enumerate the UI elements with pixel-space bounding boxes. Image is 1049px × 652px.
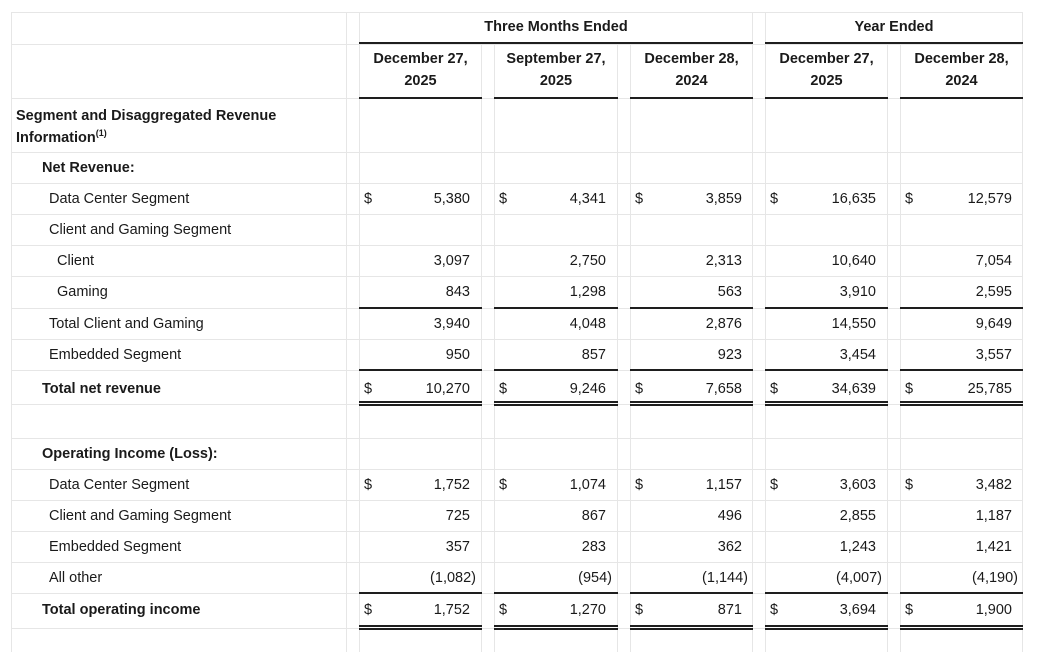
grid-line bbox=[11, 183, 1023, 184]
currency-symbol: $ bbox=[770, 381, 779, 397]
total-top-rule bbox=[359, 592, 482, 594]
row-label-net-revenue-heading: Net Revenue: bbox=[42, 160, 135, 176]
total-double-underline bbox=[765, 401, 888, 406]
total-top-rule bbox=[494, 369, 618, 371]
grid-line bbox=[765, 12, 766, 652]
cell-total-net-revenue-col1: 10,270 bbox=[425, 381, 470, 397]
currency-symbol: $ bbox=[499, 477, 508, 493]
grid-line bbox=[900, 44, 901, 652]
cell-embedded-oi-col5: 1,421 bbox=[975, 539, 1012, 555]
cell-all-other-oi-col2: (954) bbox=[578, 570, 612, 586]
currency-symbol: $ bbox=[364, 381, 373, 397]
cell-all-other-oi-col4: (4,007) bbox=[836, 570, 882, 586]
grid-line bbox=[752, 12, 753, 652]
cell-data-center-oi-col1: 1,752 bbox=[433, 477, 470, 493]
grid-line bbox=[11, 245, 1023, 246]
row-label-client-gaming-oi: Client and Gaming Segment bbox=[49, 508, 232, 524]
total-top-rule bbox=[630, 592, 753, 594]
cell-total-operating-income-col3: 871 bbox=[717, 602, 742, 618]
grid-line bbox=[346, 12, 347, 652]
grid-line bbox=[11, 44, 1023, 45]
cell-all-other-oi-col3: (1,144) bbox=[702, 570, 748, 586]
column-header-underline bbox=[494, 97, 618, 99]
cell-client-revenue-col1: 3,097 bbox=[433, 253, 470, 269]
cell-total-client-gaming-col4: 14,550 bbox=[831, 316, 876, 332]
footnote-marker: (1) bbox=[95, 128, 107, 139]
cell-total-client-gaming-col2: 4,048 bbox=[569, 316, 606, 332]
currency-symbol: $ bbox=[905, 381, 914, 397]
total-top-rule bbox=[900, 592, 1023, 594]
currency-symbol: $ bbox=[635, 477, 644, 493]
header-underline bbox=[359, 42, 753, 44]
total-double-underline bbox=[494, 625, 618, 630]
row-label-gaming-revenue: Gaming bbox=[57, 284, 108, 300]
grid-line bbox=[481, 44, 482, 652]
column-header-underline bbox=[359, 97, 482, 99]
subtotal-underline bbox=[900, 307, 1023, 309]
cell-client-gaming-oi-col4: 2,855 bbox=[839, 508, 876, 524]
grid-line bbox=[11, 214, 1023, 215]
cell-total-operating-income-col4: 3,694 bbox=[839, 602, 876, 618]
header-year-ended: Year Ended bbox=[854, 19, 934, 35]
subtotal-underline bbox=[359, 307, 482, 309]
header-three-months-ended: Three Months Ended bbox=[484, 19, 628, 35]
total-double-underline bbox=[900, 401, 1023, 406]
column-header-underline bbox=[630, 97, 753, 99]
column-header-q4-2024: December 28, 2024 bbox=[644, 51, 739, 89]
header-underline bbox=[765, 42, 1023, 44]
column-header-underline bbox=[765, 97, 888, 99]
cell-embedded-revenue-col4: 3,454 bbox=[839, 347, 876, 363]
cell-all-other-oi-col5: (4,190) bbox=[972, 570, 1018, 586]
cell-total-operating-income-col1: 1,752 bbox=[433, 602, 470, 618]
cell-client-gaming-oi-col1: 725 bbox=[445, 508, 470, 524]
cell-gaming-revenue-col3: 563 bbox=[717, 284, 742, 300]
cell-data-center-oi-col5: 3,482 bbox=[975, 477, 1012, 493]
cell-client-revenue-col3: 2,313 bbox=[705, 253, 742, 269]
total-double-underline bbox=[494, 401, 618, 406]
total-double-underline bbox=[765, 625, 888, 630]
cell-total-client-gaming-col5: 9,649 bbox=[975, 316, 1012, 332]
currency-symbol: $ bbox=[635, 381, 644, 397]
cell-total-operating-income-col2: 1,270 bbox=[569, 602, 606, 618]
currency-symbol: $ bbox=[635, 602, 644, 618]
column-header-q4-2025: December 27, 2025 bbox=[373, 51, 468, 89]
total-top-rule bbox=[900, 369, 1023, 371]
cell-data-center-revenue-col1: 5,380 bbox=[433, 191, 470, 207]
cell-data-center-revenue-col2: 4,341 bbox=[569, 191, 606, 207]
grid-line bbox=[11, 469, 1023, 470]
total-top-rule bbox=[359, 369, 482, 371]
total-top-rule bbox=[630, 369, 753, 371]
column-header-fy-2024: December 28, 2024 bbox=[914, 51, 1009, 89]
grid-line bbox=[11, 276, 1023, 277]
cell-data-center-oi-col4: 3,603 bbox=[839, 477, 876, 493]
cell-embedded-oi-col1: 357 bbox=[445, 539, 470, 555]
cell-client-gaming-oi-col3: 496 bbox=[717, 508, 742, 524]
currency-symbol: $ bbox=[499, 191, 508, 207]
cell-embedded-oi-col3: 362 bbox=[717, 539, 742, 555]
grid-line bbox=[11, 12, 1023, 13]
currency-symbol: $ bbox=[499, 602, 508, 618]
grid-line bbox=[617, 44, 618, 652]
total-double-underline bbox=[900, 625, 1023, 630]
cell-embedded-revenue-col3: 923 bbox=[717, 347, 742, 363]
row-label-client-gaming-heading: Client and Gaming Segment bbox=[49, 222, 232, 238]
cell-data-center-oi-col3: 1,157 bbox=[705, 477, 742, 493]
currency-symbol: $ bbox=[905, 602, 914, 618]
cell-data-center-revenue-col3: 3,859 bbox=[705, 191, 742, 207]
row-label-data-center-oi: Data Center Segment bbox=[49, 477, 190, 493]
cell-total-client-gaming-col3: 2,876 bbox=[705, 316, 742, 332]
grid-line bbox=[11, 562, 1023, 563]
cell-total-net-revenue-col2: 9,246 bbox=[569, 381, 606, 397]
cell-gaming-revenue-col2: 1,298 bbox=[569, 284, 606, 300]
currency-symbol: $ bbox=[770, 477, 779, 493]
cell-embedded-revenue-col2: 857 bbox=[581, 347, 606, 363]
currency-symbol: $ bbox=[770, 191, 779, 207]
total-top-rule bbox=[765, 592, 888, 594]
column-header-q3-2025: September 27, 2025 bbox=[506, 51, 606, 89]
cell-client-revenue-col4: 10,640 bbox=[831, 253, 876, 269]
row-label-total-operating-income: Total operating income bbox=[42, 602, 201, 618]
section-title: Segment and Disaggregated Revenue Information$^{(1)}$ bbox=[16, 108, 277, 146]
cell-embedded-revenue-col1: 950 bbox=[445, 347, 470, 363]
grid-line bbox=[11, 531, 1023, 532]
grid-line bbox=[1022, 12, 1023, 652]
cell-client-revenue-col2: 2,750 bbox=[569, 253, 606, 269]
total-double-underline bbox=[630, 625, 753, 630]
total-double-underline bbox=[359, 401, 482, 406]
grid-line bbox=[11, 339, 1023, 340]
currency-symbol: $ bbox=[905, 191, 914, 207]
row-label-operating-income-heading: Operating Income (Loss): bbox=[42, 446, 218, 462]
cell-all-other-oi-col1: (1,082) bbox=[430, 570, 476, 586]
grid-line bbox=[630, 44, 631, 652]
cell-embedded-oi-col2: 283 bbox=[581, 539, 606, 555]
row-label-data-center-revenue: Data Center Segment bbox=[49, 191, 190, 207]
cell-gaming-revenue-col5: 2,595 bbox=[975, 284, 1012, 300]
cell-total-operating-income-col5: 1,900 bbox=[975, 602, 1012, 618]
grid-line bbox=[11, 438, 1023, 439]
currency-symbol: $ bbox=[364, 477, 373, 493]
column-header-underline bbox=[900, 97, 1023, 99]
row-label-embedded-oi: Embedded Segment bbox=[49, 539, 182, 555]
grid-line bbox=[494, 44, 495, 652]
subtotal-underline bbox=[494, 307, 618, 309]
cell-data-center-revenue-col5: 12,579 bbox=[967, 191, 1012, 207]
row-label-all-other-oi: All other bbox=[49, 570, 103, 586]
cell-data-center-revenue-col4: 16,635 bbox=[831, 191, 876, 207]
cell-client-revenue-col5: 7,054 bbox=[975, 253, 1012, 269]
cell-client-gaming-oi-col2: 867 bbox=[581, 508, 606, 524]
currency-symbol: $ bbox=[364, 191, 373, 207]
row-label-total-net-revenue: Total net revenue bbox=[42, 381, 161, 397]
currency-symbol: $ bbox=[635, 191, 644, 207]
total-double-underline bbox=[359, 625, 482, 630]
grid-line bbox=[359, 12, 360, 652]
cell-total-net-revenue-col5: 25,785 bbox=[967, 381, 1012, 397]
total-top-rule bbox=[494, 592, 618, 594]
row-label-client-revenue: Client bbox=[57, 253, 95, 269]
currency-symbol: $ bbox=[905, 477, 914, 493]
cell-gaming-revenue-col1: 843 bbox=[445, 284, 470, 300]
cell-total-net-revenue-col4: 34,639 bbox=[831, 381, 876, 397]
cell-client-gaming-oi-col5: 1,187 bbox=[975, 508, 1012, 524]
cell-embedded-oi-col4: 1,243 bbox=[839, 539, 876, 555]
cell-total-client-gaming-col1: 3,940 bbox=[433, 316, 470, 332]
subtotal-underline bbox=[765, 307, 888, 309]
grid-line bbox=[11, 500, 1023, 501]
grid-line bbox=[11, 152, 1023, 153]
total-double-underline bbox=[630, 401, 753, 406]
cell-embedded-revenue-col5: 3,557 bbox=[975, 347, 1012, 363]
row-label-total-client-gaming: Total Client and Gaming bbox=[49, 316, 204, 332]
grid-line bbox=[11, 12, 12, 652]
currency-symbol: $ bbox=[364, 602, 373, 618]
total-top-rule bbox=[765, 369, 888, 371]
row-label-embedded-revenue: Embedded Segment bbox=[49, 347, 182, 363]
grid-line bbox=[887, 44, 888, 652]
currency-symbol: $ bbox=[499, 381, 508, 397]
subtotal-underline bbox=[630, 307, 753, 309]
cell-data-center-oi-col2: 1,074 bbox=[569, 477, 606, 493]
column-header-fy-2025: December 27, 2025 bbox=[779, 51, 874, 89]
cell-total-net-revenue-col3: 7,658 bbox=[705, 381, 742, 397]
currency-symbol: $ bbox=[770, 602, 779, 618]
cell-gaming-revenue-col4: 3,910 bbox=[839, 284, 876, 300]
